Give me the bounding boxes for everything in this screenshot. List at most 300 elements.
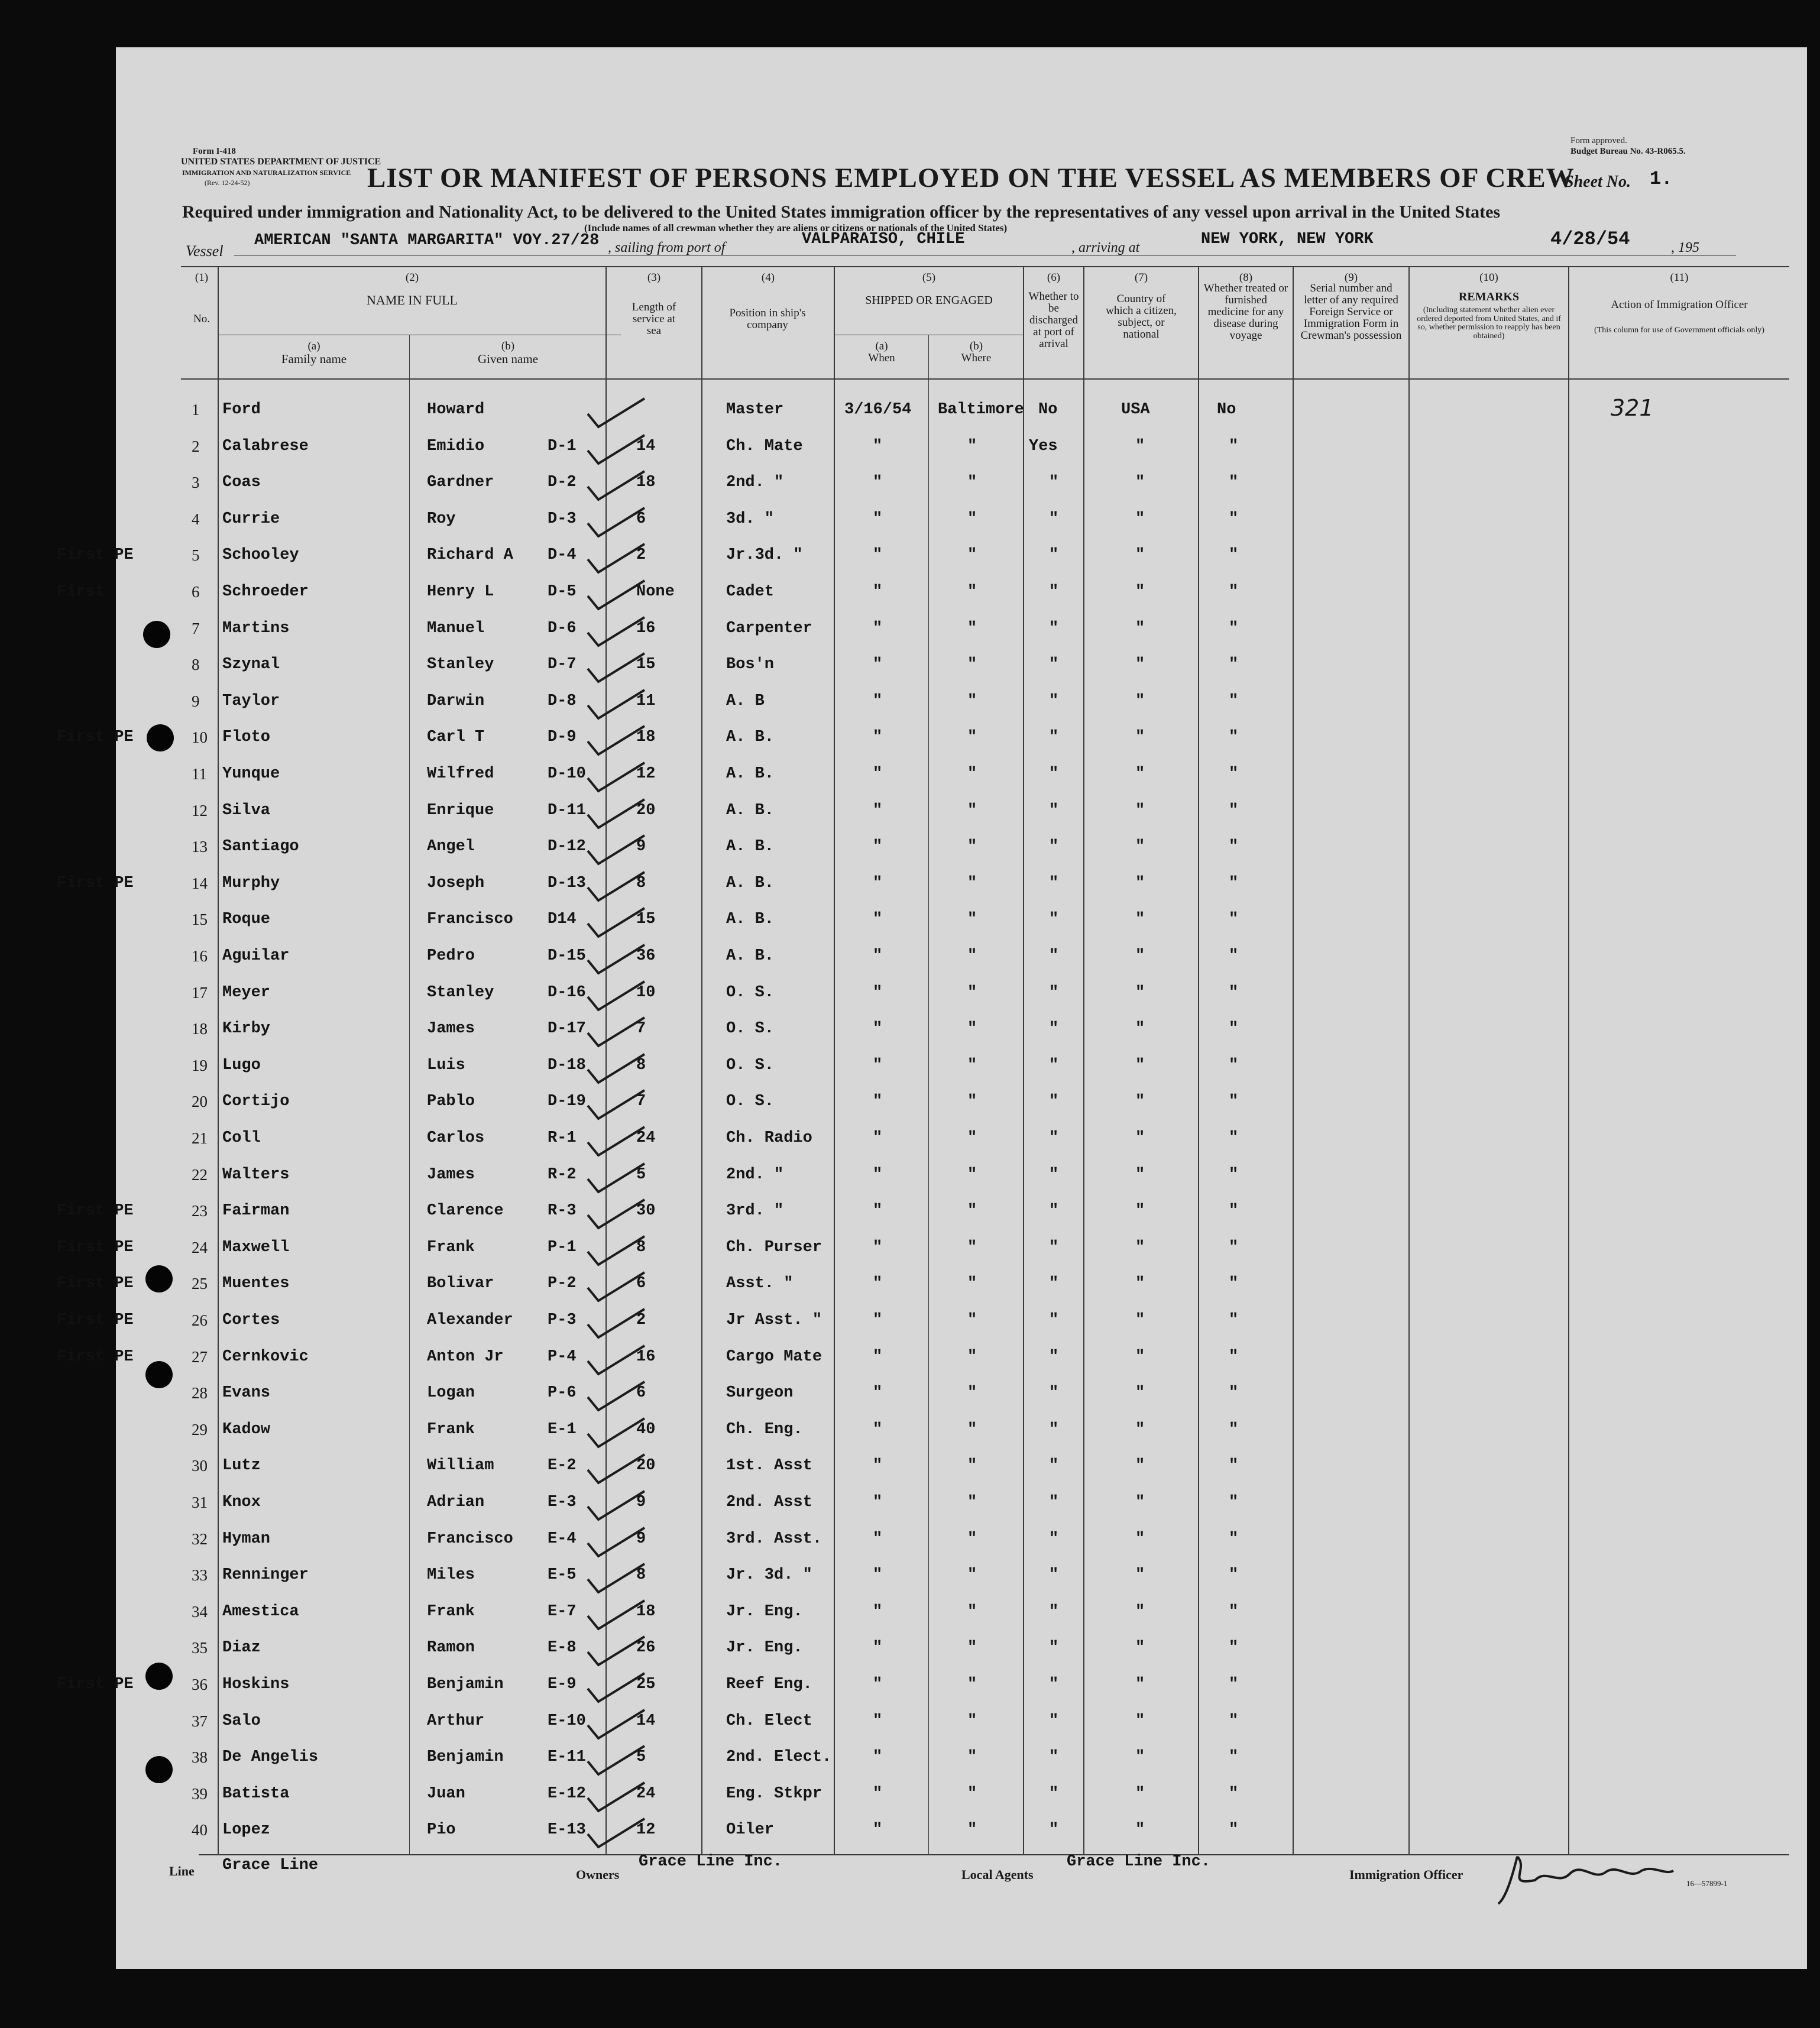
crew-code: D-15 xyxy=(548,947,586,965)
ditto-when: " xyxy=(873,728,883,747)
position: Jr. 3d. " xyxy=(726,1566,812,1585)
row-number: 6 xyxy=(192,583,200,601)
row-number: 28 xyxy=(192,1384,208,1402)
ditto-country: " xyxy=(1135,619,1145,637)
shipped-where: Baltimore xyxy=(938,401,1024,419)
position: Jr Asst. " xyxy=(726,1311,822,1329)
col8-label: Whether treated or furnished medicine for any disease during voyage xyxy=(1203,282,1288,342)
officer-label: Immigration Officer xyxy=(1349,1867,1463,1882)
ditto-treated: " xyxy=(1229,765,1239,783)
given-name: Manuel xyxy=(427,619,485,637)
ditto-country: " xyxy=(1135,1530,1145,1548)
ditto-where: " xyxy=(967,1311,977,1329)
punch-hole xyxy=(145,1361,173,1388)
ditto-discharge: " xyxy=(1049,1712,1059,1730)
ditto-when: " xyxy=(873,1784,883,1803)
position: Cadet xyxy=(726,583,775,601)
given-name: Angel xyxy=(427,838,475,856)
row-number: 26 xyxy=(192,1311,208,1329)
punch-hole xyxy=(145,1265,173,1292)
row-number: 18 xyxy=(192,1020,208,1038)
given-name: Alexander xyxy=(427,1311,513,1329)
given-name: James xyxy=(427,1165,475,1184)
ditto-country: " xyxy=(1135,1165,1145,1184)
crew-code: E-10 xyxy=(548,1712,586,1730)
service-years: 5 xyxy=(636,1165,646,1184)
crew-row xyxy=(57,1669,1807,1704)
ditto-treated: " xyxy=(1229,583,1239,601)
given-name: Luis xyxy=(427,1056,465,1074)
crew-row xyxy=(116,940,1807,976)
col11-label: Action of Immigration Officer xyxy=(1611,299,1748,311)
ditto-treated: " xyxy=(1229,619,1239,637)
crew-row xyxy=(116,758,1807,793)
position: Oiler xyxy=(726,1821,775,1839)
ditto-when: " xyxy=(873,874,883,892)
service-years: 14 xyxy=(636,1712,656,1730)
ditto-treated: " xyxy=(1229,1347,1239,1366)
ditto-where: " xyxy=(967,947,977,965)
checkmark-icon xyxy=(583,1598,648,1634)
checkmark-icon xyxy=(583,1708,648,1743)
family-name: Lutz xyxy=(222,1457,261,1475)
crew-row xyxy=(116,503,1807,539)
col5b-number: (b) xyxy=(969,340,983,352)
ditto-when: " xyxy=(873,1639,883,1657)
family-name: Currie xyxy=(222,510,280,528)
position: Jr. Eng. xyxy=(726,1602,803,1621)
ditto-discharge: " xyxy=(1049,1347,1059,1366)
service-years: 5 xyxy=(636,1748,646,1767)
service-years: 8 xyxy=(636,874,646,892)
agents-label: Local Agents xyxy=(961,1867,1034,1882)
given-name: James xyxy=(427,1020,475,1038)
given-name: Darwin xyxy=(427,692,485,710)
checkmark-icon xyxy=(583,469,648,504)
family-name: Schooley xyxy=(222,546,299,565)
ditto-country: " xyxy=(1135,1202,1145,1220)
ditto-treated: " xyxy=(1229,546,1239,565)
ditto-country: " xyxy=(1135,911,1145,929)
crew-row xyxy=(57,539,1807,575)
ditto-country: " xyxy=(1135,1129,1145,1147)
crew-row xyxy=(116,1705,1807,1741)
crew-code: D-9 xyxy=(548,728,577,747)
service-years: 7 xyxy=(636,1093,646,1111)
ditto-when: " xyxy=(873,1347,883,1366)
ditto-discharge: " xyxy=(1049,583,1059,601)
arrival-date: 4/28/54 xyxy=(1550,228,1630,250)
ditto-country: " xyxy=(1135,1712,1145,1730)
department-name: UNITED STATES DEPARTMENT OF JUSTICE xyxy=(181,157,381,167)
ditto-where: " xyxy=(967,692,977,710)
header-bottom-rule xyxy=(181,378,1789,380)
row-number: 7 xyxy=(192,619,200,637)
crew-code: E-11 xyxy=(548,1748,586,1767)
position: Master xyxy=(726,401,784,419)
margin-note: First PE xyxy=(57,1275,134,1293)
family-name: Cortijo xyxy=(222,1093,290,1111)
crew-row xyxy=(116,1086,1807,1121)
checkmark-icon xyxy=(583,578,648,614)
col1-label: No. xyxy=(193,313,210,325)
given-name: Richard A xyxy=(427,546,513,565)
col10-number: (10) xyxy=(1479,271,1498,284)
ditto-country: " xyxy=(1135,1020,1145,1038)
ditto-country: " xyxy=(1135,1784,1145,1803)
ditto-treated: " xyxy=(1229,1566,1239,1585)
officer-signature xyxy=(1494,1845,1677,1910)
ditto-discharge: " xyxy=(1049,1020,1059,1038)
ditto-when: " xyxy=(873,1238,883,1256)
form-revision: (Rev. 12-24-52) xyxy=(205,179,250,187)
row-number: 11 xyxy=(192,765,207,783)
crew-row xyxy=(116,1596,1807,1631)
family-name: Yunque xyxy=(222,765,280,783)
given-name: Gardner xyxy=(427,474,494,492)
year-label: , 195 xyxy=(1671,240,1699,255)
ditto-when: " xyxy=(873,1420,883,1439)
ditto-treated: " xyxy=(1229,1457,1239,1475)
position: A. B. xyxy=(726,874,775,892)
checkmark-icon xyxy=(583,1343,648,1379)
ditto-treated: " xyxy=(1229,1676,1239,1693)
ditto-discharge: " xyxy=(1049,1821,1059,1839)
crew-code: D-3 xyxy=(548,510,577,528)
given-name: Frank xyxy=(427,1602,475,1621)
crew-code: D-11 xyxy=(548,801,586,819)
discharge-flag: No xyxy=(1038,401,1058,419)
given-name: Logan xyxy=(427,1384,475,1402)
checkmark-icon xyxy=(583,1125,648,1160)
col4-number: (4) xyxy=(761,271,775,284)
crew-row xyxy=(116,795,1807,830)
ditto-where: " xyxy=(967,1202,977,1220)
ditto-when: " xyxy=(873,1748,883,1767)
col9-number: (9) xyxy=(1344,271,1358,284)
ditto-discharge: " xyxy=(1049,1093,1059,1111)
ditto-when: " xyxy=(873,1093,883,1111)
col2-label: NAME IN FULL xyxy=(367,293,458,307)
checkmark-icon xyxy=(583,1452,648,1488)
given-name: Francisco xyxy=(427,1530,513,1548)
ditto-country: " xyxy=(1135,1748,1145,1767)
position: A. B. xyxy=(726,765,775,783)
row-number: 36 xyxy=(192,1676,208,1693)
crew-row xyxy=(116,1013,1807,1048)
service-years: 25 xyxy=(636,1676,656,1693)
family-name: Szynal xyxy=(222,656,280,674)
punch-hole xyxy=(145,1756,173,1783)
row-number: 21 xyxy=(192,1129,208,1147)
ditto-country: " xyxy=(1135,1602,1145,1621)
ditto-treated: " xyxy=(1229,1238,1239,1256)
punch-hole xyxy=(147,724,174,751)
crew-code: E-3 xyxy=(548,1494,577,1511)
position: Carpenter xyxy=(726,619,812,637)
position: Ch. Radio xyxy=(726,1129,812,1147)
ditto-when: " xyxy=(873,546,883,565)
ditto-country: " xyxy=(1135,1238,1145,1256)
margin-note: First xyxy=(57,583,105,601)
ditto-where: " xyxy=(967,1129,977,1147)
checkmark-icon xyxy=(583,1161,648,1197)
position: 2nd. Asst xyxy=(726,1494,812,1511)
position: 2nd. Elect. xyxy=(726,1748,832,1767)
ditto-treated: " xyxy=(1229,1530,1239,1548)
crew-code: E-5 xyxy=(548,1566,577,1585)
sheet-number: 1. xyxy=(1650,168,1673,190)
family-name: Walters xyxy=(222,1165,290,1184)
checkmark-icon xyxy=(583,1052,648,1087)
crew-code: D-13 xyxy=(548,874,586,892)
row-number: 39 xyxy=(192,1784,208,1803)
crew-code: E-8 xyxy=(548,1639,577,1657)
crew-row xyxy=(116,1159,1807,1194)
ditto-country: " xyxy=(1135,1347,1145,1366)
service-years: 15 xyxy=(636,656,656,674)
ditto-where: " xyxy=(967,1676,977,1693)
given-name: Clarence xyxy=(427,1202,504,1220)
row-number: 16 xyxy=(192,947,208,965)
given-name: Frank xyxy=(427,1420,475,1439)
ditto-treated: " xyxy=(1229,1494,1239,1511)
position: Bos'n xyxy=(726,656,775,674)
ditto-country: " xyxy=(1135,838,1145,856)
col5-number: (5) xyxy=(922,271,936,284)
service-years: None xyxy=(636,583,675,601)
manifest-subtitle: Required under immigration and Nationality Act, to be delivered to the United States immigration officer by the representatives of any vessel upon arrival in the United States xyxy=(182,202,1501,222)
ditto-discharge: " xyxy=(1049,1784,1059,1803)
ditto-where: " xyxy=(967,656,977,674)
given-name: Joseph xyxy=(427,874,485,892)
ditto-treated: " xyxy=(1229,1712,1239,1730)
crew-code: D-12 xyxy=(548,838,586,856)
col1-number: (1) xyxy=(195,271,209,284)
family-name: Schroeder xyxy=(222,583,309,601)
checkmark-icon xyxy=(583,760,648,796)
position: A. B. xyxy=(726,947,775,965)
ditto-discharge: " xyxy=(1049,838,1059,856)
ditto-discharge: " xyxy=(1049,1420,1059,1439)
col6-number: (6) xyxy=(1047,271,1061,284)
position: 2nd. " xyxy=(726,474,784,492)
given-name: Benjamin xyxy=(427,1748,504,1767)
checkmark-icon xyxy=(583,1015,648,1051)
crew-row xyxy=(57,721,1807,757)
given-name: Howard xyxy=(427,401,485,419)
row-number: 1 xyxy=(192,401,200,419)
family-name: Fairman xyxy=(222,1202,290,1220)
ditto-where: " xyxy=(967,1566,977,1585)
crew-code: E-9 xyxy=(548,1676,577,1693)
position: O. S. xyxy=(726,983,775,1002)
ditto-when: " xyxy=(873,1129,883,1147)
position: Ch. Elect xyxy=(726,1712,812,1730)
owners-value: Grace Line Inc. xyxy=(639,1853,783,1871)
ditto-when: " xyxy=(873,510,883,528)
row-number: 25 xyxy=(192,1275,208,1293)
col8-number: (8) xyxy=(1239,271,1253,284)
ditto-treated: " xyxy=(1229,1748,1239,1767)
ditto-discharge: " xyxy=(1049,1530,1059,1548)
ditto-discharge: " xyxy=(1049,1602,1059,1621)
service-years: 26 xyxy=(636,1639,656,1657)
given-name: Adrian xyxy=(427,1494,485,1511)
crew-row xyxy=(116,1049,1807,1085)
service-years: 6 xyxy=(636,1384,646,1402)
position: 3d. " xyxy=(726,510,775,528)
col5a-label: When xyxy=(868,352,895,364)
row-number: 19 xyxy=(192,1056,208,1074)
family-name: Batista xyxy=(222,1784,290,1803)
given-name: Frank xyxy=(427,1238,475,1256)
ditto-where: " xyxy=(967,1420,977,1439)
crew-row xyxy=(116,466,1807,502)
ditto-when: " xyxy=(873,1165,883,1184)
ditto-when: " xyxy=(873,437,883,455)
ditto-treated: " xyxy=(1229,1311,1239,1329)
given-name: Henry L xyxy=(427,583,494,601)
given-name: Wilfred xyxy=(427,765,494,783)
service-years: 8 xyxy=(636,1566,646,1585)
row-number: 12 xyxy=(192,801,208,819)
table-top-rule xyxy=(181,266,1789,267)
col7-label: Country of which a citizen, subject, or national xyxy=(1106,293,1177,341)
crew-code: D-8 xyxy=(548,692,577,710)
form-approved: Form approved. xyxy=(1570,136,1627,145)
crew-row xyxy=(57,1268,1807,1303)
service-years: 16 xyxy=(636,619,656,637)
checkmark-icon xyxy=(583,724,648,759)
ditto-when: " xyxy=(873,1530,883,1548)
crew-code: D-6 xyxy=(548,619,577,637)
checkmark-icon xyxy=(583,797,648,832)
row-number: 15 xyxy=(192,911,208,929)
service-years: 18 xyxy=(636,728,656,747)
arriving-label: , arriving at xyxy=(1071,240,1140,255)
family-name: Santiago xyxy=(222,838,299,856)
sheet-label: Sheet No. xyxy=(1565,173,1631,191)
ditto-country: " xyxy=(1135,437,1145,455)
family-name: Lopez xyxy=(222,1821,271,1839)
margin-note: First PE xyxy=(57,1311,134,1329)
ditto-where: " xyxy=(967,1821,977,1839)
checkmark-icon xyxy=(583,833,648,869)
ditto-discharge: " xyxy=(1049,510,1059,528)
ditto-treated: " xyxy=(1229,692,1239,710)
ditto-treated: " xyxy=(1229,656,1239,674)
crew-row xyxy=(57,1341,1807,1376)
manifest-sheet xyxy=(57,47,1807,1969)
ditto-discharge: " xyxy=(1049,1457,1059,1475)
given-name: Carlos xyxy=(427,1129,485,1147)
checkmark-icon xyxy=(583,942,648,978)
ditto-where: " xyxy=(967,437,977,455)
ditto-where: " xyxy=(967,838,977,856)
ditto-country: " xyxy=(1135,947,1145,965)
vessel-name: AMERICAN "SANTA MARGARITA" VOY.27/28 xyxy=(254,232,600,250)
row-number: 5 xyxy=(192,546,200,565)
row-number: 24 xyxy=(192,1238,208,1256)
ditto-when: " xyxy=(873,1056,883,1074)
punch-hole xyxy=(143,621,170,648)
checkmark-icon xyxy=(583,870,648,905)
crew-code: D-17 xyxy=(548,1020,586,1038)
row-number: 23 xyxy=(192,1202,208,1220)
ditto-treated: " xyxy=(1229,1020,1239,1038)
ditto-when: " xyxy=(873,911,883,929)
ditto-country: " xyxy=(1135,510,1145,528)
ditto-when: " xyxy=(873,983,883,1002)
treated-flag: No xyxy=(1217,401,1236,419)
service-years: 20 xyxy=(636,801,656,819)
family-name: Martins xyxy=(222,619,290,637)
ditto-discharge: " xyxy=(1049,1129,1059,1147)
family-name: Coll xyxy=(222,1129,261,1147)
owners-label: Owners xyxy=(576,1867,620,1882)
service-years: 2 xyxy=(636,1311,646,1329)
ditto-where: " xyxy=(967,1602,977,1621)
ditto-treated: " xyxy=(1229,1821,1239,1839)
position: Surgeon xyxy=(726,1384,794,1402)
service-years: 9 xyxy=(636,1530,646,1548)
position: A. B. xyxy=(726,728,775,747)
service-years: 12 xyxy=(636,1821,656,1839)
crew-row xyxy=(57,1232,1807,1267)
ditto-discharge: " xyxy=(1049,546,1059,565)
family-name: Salo xyxy=(222,1712,261,1730)
crew-code: D-16 xyxy=(548,983,586,1002)
ditto-when: " xyxy=(873,619,883,637)
crew-code: P-6 xyxy=(548,1384,577,1402)
ditto-when: " xyxy=(873,1712,883,1730)
checkmark-icon xyxy=(583,615,648,650)
service-name: IMMIGRATION AND NATURALIZATION SERVICE xyxy=(182,169,351,177)
ditto-discharge: " xyxy=(1049,1275,1059,1293)
position: A. B. xyxy=(726,838,775,856)
family-name: Silva xyxy=(222,801,271,819)
row-number: 2 xyxy=(192,437,200,455)
family-name: Coas xyxy=(222,474,261,492)
ditto-discharge: " xyxy=(1049,656,1059,674)
checkmark-icon xyxy=(583,396,648,432)
position: Ch. Purser xyxy=(726,1238,822,1256)
position: 1st. Asst xyxy=(726,1457,812,1475)
crew-code: D-4 xyxy=(548,546,577,565)
ditto-treated: " xyxy=(1229,1602,1239,1621)
service-years: 20 xyxy=(636,1457,656,1475)
ditto-when: " xyxy=(873,1494,883,1511)
manifest-title: LIST OR MANIFEST OF PERSONS EMPLOYED ON THE VESSEL AS MEMBERS OF CREW xyxy=(367,163,1575,193)
crew-row xyxy=(116,1741,1807,1777)
crew-code: D-2 xyxy=(548,474,577,492)
given-name: Pablo xyxy=(427,1093,475,1111)
crew-code: E-13 xyxy=(548,1821,586,1839)
family-name: Ford xyxy=(222,401,261,419)
ditto-discharge: " xyxy=(1049,1494,1059,1511)
crew-row xyxy=(116,977,1807,1012)
row-number: 10 xyxy=(192,728,208,747)
row-number: 37 xyxy=(192,1712,208,1730)
service-years: 9 xyxy=(636,1494,646,1511)
family-name: Roque xyxy=(222,911,271,929)
ditto-discharge: " xyxy=(1049,1238,1059,1256)
row-number: 22 xyxy=(192,1165,208,1184)
ditto-treated: " xyxy=(1229,474,1239,492)
row-number: 9 xyxy=(192,692,200,710)
checkmark-icon xyxy=(583,1234,648,1269)
